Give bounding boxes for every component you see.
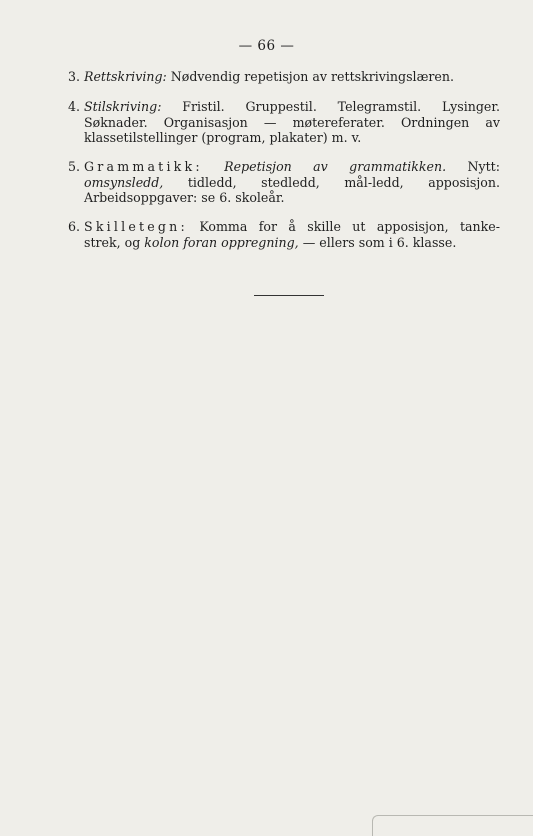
text-line xyxy=(84,159,500,175)
section-divider xyxy=(254,295,324,296)
italic-text: Rettskriving: xyxy=(84,69,167,84)
item-number: 5. xyxy=(68,159,81,174)
text-segment: Arbeidsoppgaver: se 6. skoleår. xyxy=(84,190,285,205)
italic-text: omsynsledd, xyxy=(84,174,164,190)
list-item-3 xyxy=(68,69,500,85)
text-line xyxy=(84,99,500,115)
text-segment: Nødvendig repetisjon av rettskrivingslæren. xyxy=(166,69,454,84)
text-segment: Komma for å skille ut apposisjon, tanke- xyxy=(187,219,500,234)
spaced-heading: Grammatikk: xyxy=(84,159,203,174)
text-segment: tidledd, stedledd, mål-ledd, apposisjon. xyxy=(163,174,500,190)
list-item-5 xyxy=(68,159,500,206)
text-line xyxy=(84,130,500,146)
italic-text: Stilskriving: xyxy=(84,99,162,114)
spaced-heading: Skilletegn: xyxy=(84,219,188,234)
text-segment: Nytt: xyxy=(446,159,500,174)
text-segment xyxy=(203,159,224,174)
text-segment: klassetilstellinger (program, plakater) m. v. xyxy=(84,130,362,145)
text-segment: strek, og xyxy=(84,234,145,250)
text-segment: Fristil. Gruppestil. Telegramstil. Lysinger. xyxy=(161,99,500,114)
text-segment: Søknader. Organisasjon — møtereferater. Ordningen av xyxy=(84,114,500,130)
text-line xyxy=(84,219,500,235)
text-line xyxy=(84,69,500,85)
text-line xyxy=(84,235,500,251)
item-number: 6. xyxy=(68,219,81,234)
text-segment: — ellers som i 6. klasse. xyxy=(298,234,457,250)
page-number: — 66 — xyxy=(238,38,295,54)
list-item-6 xyxy=(68,219,500,250)
item-number: 4. xyxy=(68,99,81,114)
text-line xyxy=(84,115,500,131)
italic-text: Repetisjon av grammatikken. xyxy=(224,159,447,174)
item-number: 3. xyxy=(68,69,81,84)
italic-text: kolon foran oppregning, xyxy=(144,234,299,250)
list-item-4 xyxy=(68,99,500,146)
text-line xyxy=(84,190,500,206)
scan-edge-mark xyxy=(372,815,533,836)
text-line xyxy=(84,175,500,191)
